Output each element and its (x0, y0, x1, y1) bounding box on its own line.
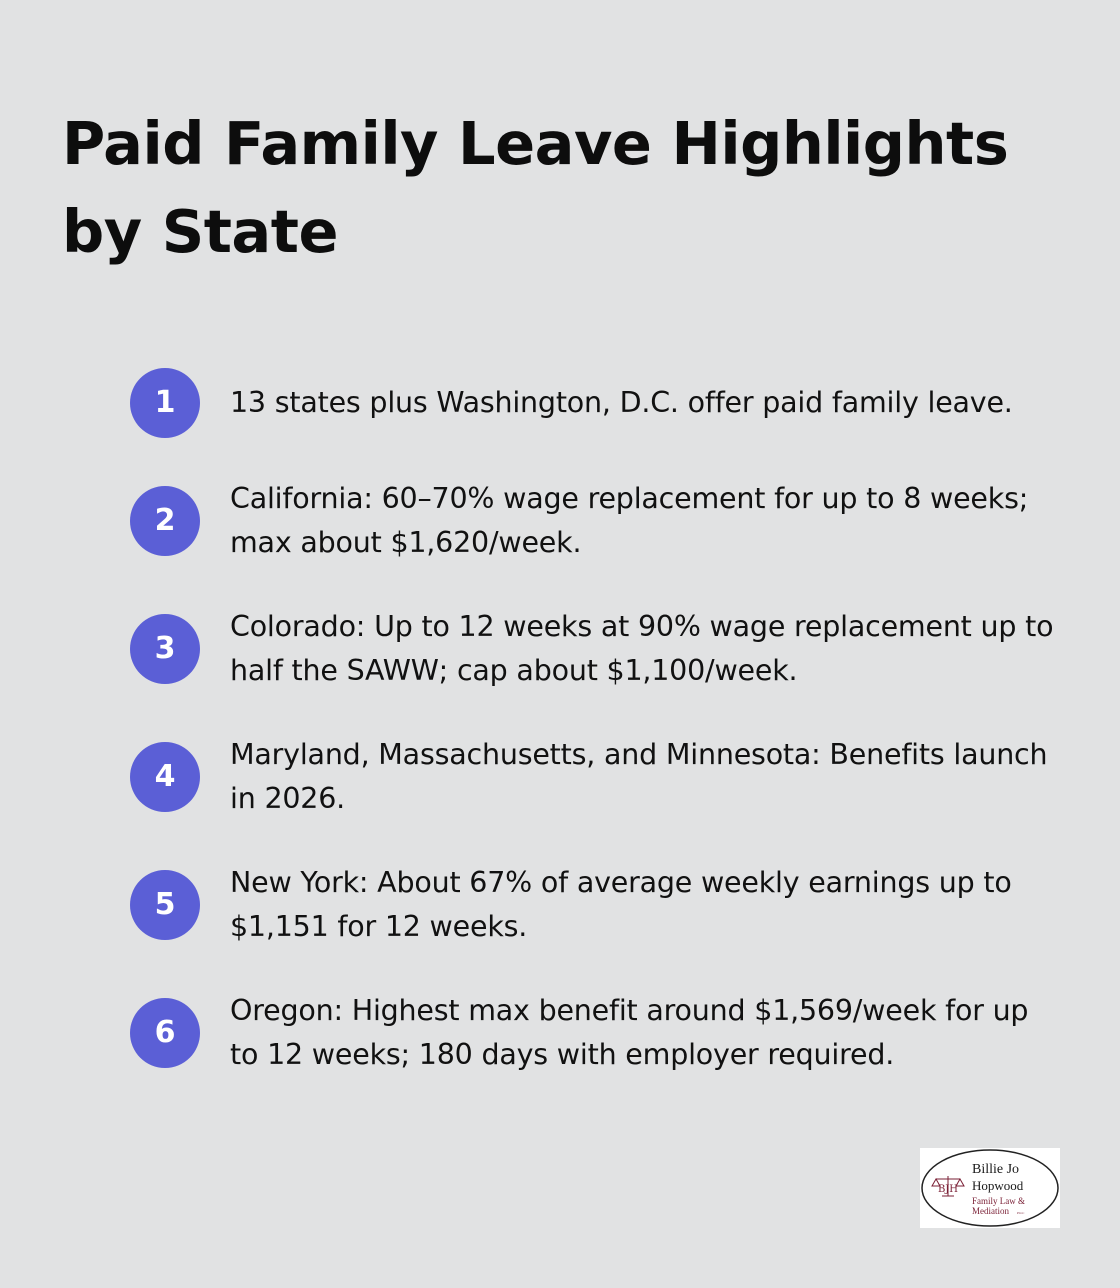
item-text: Maryland, Massachusetts, and Minnesota: Benefits launch in 2026. (230, 738, 1048, 815)
number-badge: 3 (130, 614, 200, 684)
item-text: 13 states plus Washington, D.C. offer paid family leave. (230, 386, 1013, 419)
item-text: California: 60–70% wage replacement for up to 8 weeks; max about $1,620/week. (230, 482, 1029, 559)
list-item (130, 368, 1070, 438)
number-badge: 6 (130, 998, 200, 1068)
item-text: New York: About 67% of average weekly earnings up to $1,151 for 12 weeks. (230, 866, 1012, 943)
list-item (130, 866, 1070, 943)
number-badge: 1 (130, 368, 200, 438)
logo-tagline-line2: Mediation (972, 1206, 1009, 1216)
list-item (130, 482, 1070, 559)
logo-graphic (920, 1148, 1060, 1228)
page-title: Paid Family Leave Highlights by State (62, 109, 1009, 266)
item-text: Colorado: Up to 12 weeks at 90% wage replacement up to half the SAWW; cap about $1,100/week. (230, 610, 1054, 687)
item-text: Oregon: Highest max benefit around $1,569/week for up to 12 weeks; 180 days with employer required. (230, 994, 1029, 1071)
number-badge: 5 (130, 870, 200, 940)
logo-suffix: PLLC (1017, 1211, 1025, 1215)
logo-tagline-line1: Family Law & (972, 1196, 1025, 1206)
list-item (130, 610, 1070, 687)
logo-initials: BJH (937, 1184, 959, 1195)
number-badge: 4 (130, 742, 200, 812)
firm-logo (920, 1148, 1060, 1228)
number-badge: 2 (130, 486, 200, 556)
logo-name-line1: Billie Jo (972, 1162, 1020, 1177)
list-item (130, 994, 1070, 1071)
highlights-list (130, 0, 1070, 1288)
list-item (130, 738, 1070, 815)
logo-name-line2: Hopwood (972, 1178, 1024, 1193)
